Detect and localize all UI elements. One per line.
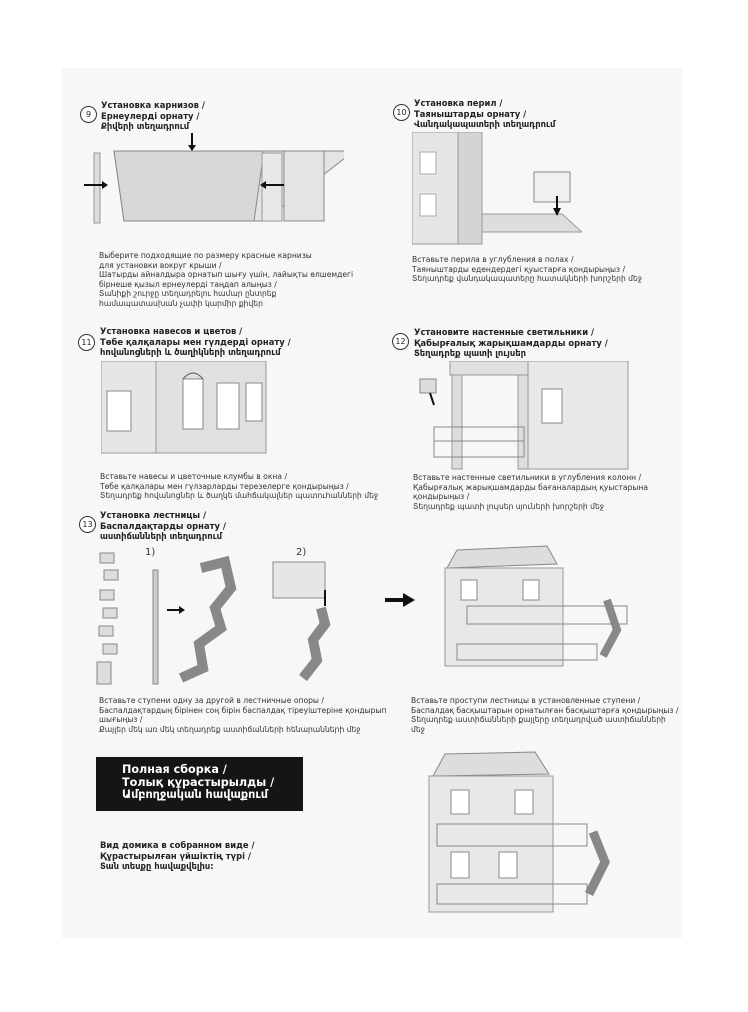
- arrow-icon: [385, 592, 415, 608]
- sub-step-label: 1): [145, 547, 156, 558]
- window-awning-illustration: [101, 361, 269, 461]
- step-caption: Вставьте ступени одну за другой в лестничные опоры / Баспалдақтардың бірінен соң бірін баспалдақ тіреуіштеріне қондырып шығыңыз / Քայլեր մեկ առ մեկ տեղադրեք աստիճանների հենարանների մեջ: [99, 696, 387, 734]
- assembled-dollhouse-illustration: [437, 540, 635, 670]
- step-heading: Установка навесов и цветов / Төбе қалқалары мен гүлдерді орнату / հովանոցների և ծաղիկների տեղադրում: [100, 326, 291, 357]
- staircase-illustration: [95, 548, 345, 693]
- railing-illustration: [412, 132, 582, 250]
- step-heading: Установите настенные светильники / Қабырғалық жарықшамдарды орнату / Տեղադրեք պատի լույսեր: [414, 327, 608, 358]
- full-assembly-banner: Полная сборка / Толық құрастырылды / Ամբողջական հավաքում: [96, 757, 303, 811]
- step-caption: Вставьте настенные светильники в углубления колонн / Қабырғалық жарықшамдарды бағаналардың қуыстарына қондырыңыз / Տեղադրեք պատի լույսեր սյուների խորշերի մեջ: [413, 473, 648, 511]
- dollhouse-roof-illustration: [84, 133, 344, 233]
- final-view-heading: Вид домика в собранном виде / Құрастырылған үйшіктің түрі / Տան տեսքը հավաքվելիս:: [100, 840, 255, 871]
- step-number: 11: [78, 334, 95, 351]
- step-caption: Вставьте навесы и цветочные клумбы в окна / Төбе қалқалары мен гүлзарларды терезелерге қондырыңыз / Տեղադրեք հովանոցներ և ծաղկե մահճակալներ պատուհանների մեջ: [100, 472, 379, 501]
- step-heading: Установка лестницы / Баспалдақтарды орнату / աստիճանների տեղադրում: [100, 510, 226, 541]
- step-caption-right: Вставьте проступи лестницы в установленные ступени / Баспалдақ басқыштарын орнатылған басқыштарға қондырыңыз / Տեղադրեք աստիճանների քայլերը տեղադրված աստիճանների մեջ: [411, 696, 679, 734]
- step-caption: Вставьте перила в углубления в полах / Таяныштарды едендердегі қуыстарға қондырыңыз / Տեղադրեք վանդակապատերը հատակների խորշերի մեջ: [412, 255, 643, 284]
- step-heading: Установка перил / Таяныштарды орнату / Վանդակապատերի տեղադրում: [414, 98, 556, 129]
- step-number: 10: [393, 104, 410, 121]
- sub-step-label: 2): [296, 547, 307, 558]
- step-number: 12: [392, 333, 409, 350]
- step-heading: Установка карнизов / Ернеулерді орнату / Քիվերի տեղադրում: [101, 100, 205, 131]
- wall-lamp-illustration: [414, 361, 630, 471]
- assembled-dollhouse-illustration: [415, 748, 615, 918]
- step-caption: Выберите подходящие по размеру красные карнизы для установки вокруг крыши / Шатырды айналдыра орнатып шығу үшін, лайықты өлшемдегі бірнеше қызыл ернеулерді таңдап алыңыз / Տանիքի շուրջը տեղադրելու համար ընտրեք համապատասխան չափի կարմիր քիվեր: [99, 251, 354, 308]
- step-number: 9: [80, 106, 97, 123]
- step-number: 13: [79, 516, 96, 533]
